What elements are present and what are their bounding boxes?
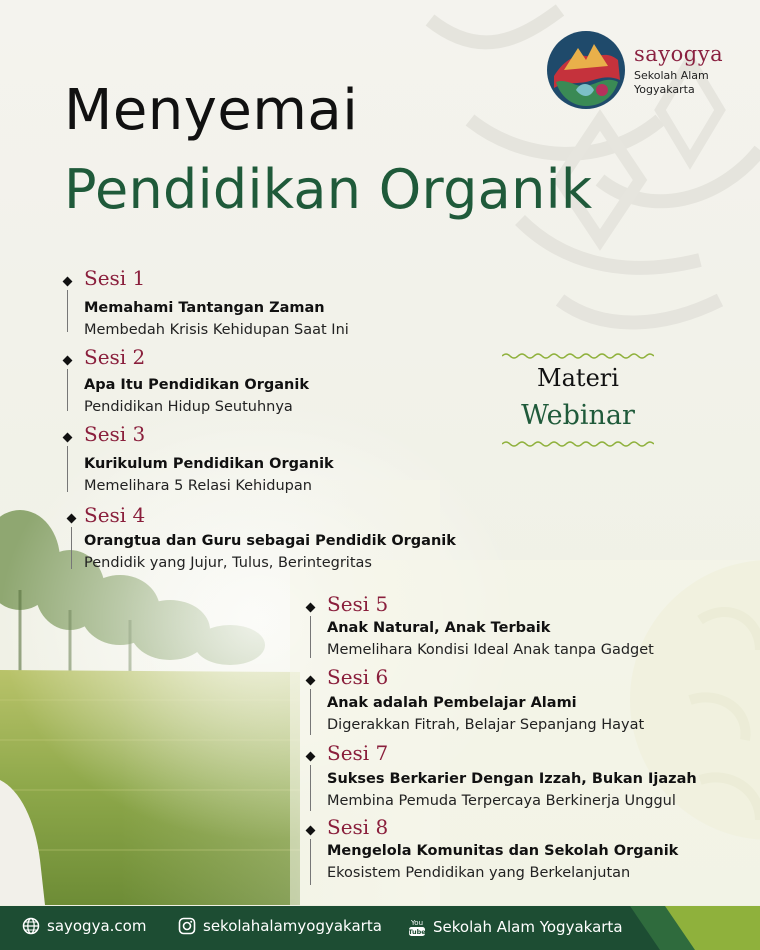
session-title: Orangtua dan Guru sebagai Pendidik Organik: [84, 533, 456, 549]
session-subtitle: Pendidik yang Jujur, Tulus, Berintegritas: [84, 555, 372, 571]
session-title: Sukses Berkarier Dengan Izzah, Bukan Ijazah: [327, 771, 697, 787]
youtube-icon: [408, 917, 426, 937]
session-label: Sesi 8: [327, 815, 389, 839]
badge-line2: Webinar: [521, 400, 635, 431]
brand-subtitle-line2: Yogyakarta: [634, 83, 695, 96]
session-subtitle: Membedah Krisis Kehidupan Saat Ini: [84, 322, 349, 338]
session-divider: [67, 369, 68, 411]
session-subtitle: Ekosistem Pendidikan yang Berkelanjutan: [327, 865, 631, 881]
session-subtitle: Memelihara Kondisi Ideal Anak tanpa Gadget: [327, 642, 654, 658]
session-title: Memahami Tantangan Zaman: [84, 300, 325, 316]
session-label: Sesi 7: [327, 741, 389, 765]
brand-name: sayogya: [634, 42, 724, 66]
footer-website[interactable]: [22, 917, 146, 935]
footer-website-text: sayogya.com: [47, 917, 147, 935]
page-title-line1: Menyemai: [64, 78, 359, 143]
session-divider: [310, 616, 311, 658]
globe-icon: [22, 917, 40, 935]
sayogya-logo: [546, 30, 626, 110]
session-title: Kurikulum Pendidikan Organik: [84, 456, 334, 472]
footer-instagram-text: sekolahalamyogyakarta: [203, 917, 382, 935]
svg-text:You: You: [410, 919, 424, 927]
session-subtitle: Digerakkan Fitrah, Belajar Sepanjang Hayat: [327, 717, 645, 733]
materi-webinar-badge: [502, 352, 654, 448]
footer-youtube-text: Sekolah Alam Yogyakarta: [433, 918, 623, 936]
session-divider: [67, 446, 68, 492]
badge-line1: Materi: [537, 364, 619, 392]
session-divider: [67, 290, 68, 332]
session-label: Sesi 5: [327, 592, 389, 616]
session-subtitle: Pendidikan Hidup Seutuhnya: [84, 399, 293, 415]
svg-text:Tube: Tube: [408, 928, 426, 936]
instagram-icon: [178, 917, 196, 935]
footer-youtube[interactable]: [408, 917, 623, 937]
wave-divider-bottom: [502, 440, 654, 448]
brand-subtitle-line1: Sekolah Alam: [634, 69, 709, 82]
session-label: Sesi 1: [84, 266, 146, 290]
session-label: Sesi 3: [84, 422, 146, 446]
session-title: Apa Itu Pendidikan Organik: [84, 377, 309, 393]
session-subtitle: Memelihara 5 Relasi Kehidupan: [84, 478, 312, 494]
session-title: Mengelola Komunitas dan Sekolah Organik: [327, 843, 679, 859]
wave-divider-top: [502, 352, 654, 360]
session-divider: [71, 527, 72, 569]
session-title: Anak Natural, Anak Terbaik: [327, 620, 551, 636]
session-label: Sesi 4: [84, 503, 146, 527]
session-divider: [310, 689, 311, 735]
session-label: Sesi 6: [327, 665, 389, 689]
brand-subtitle: [634, 69, 744, 97]
session-divider: [310, 839, 311, 885]
session-subtitle: Membina Pemuda Terpercaya Berkinerja Unggul: [327, 793, 676, 809]
page-title-line2: Pendidikan Organik: [64, 158, 593, 221]
footer-instagram[interactable]: [178, 917, 382, 935]
session-label: Sesi 2: [84, 345, 146, 369]
session-divider: [310, 765, 311, 811]
session-title: Anak adalah Pembelajar Alami: [327, 695, 577, 711]
